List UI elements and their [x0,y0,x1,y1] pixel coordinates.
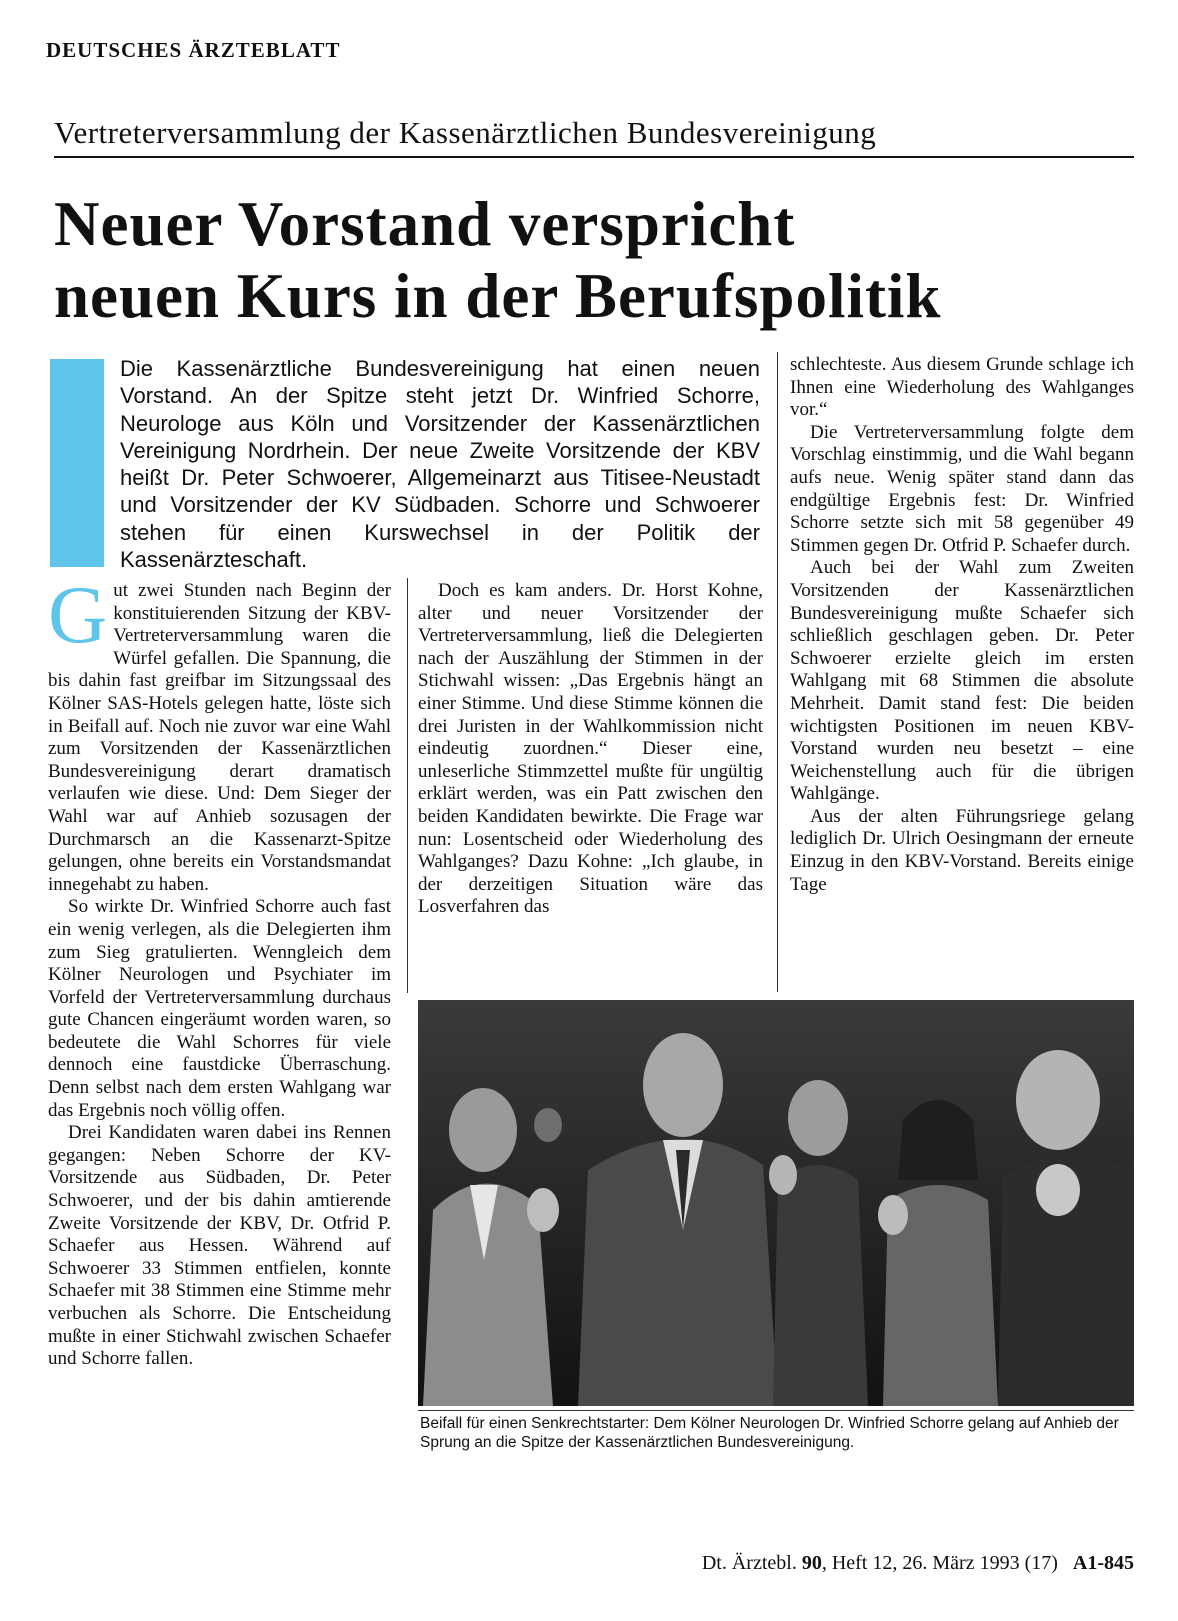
paragraph: Drei Kandidaten waren dabei ins Rennen gegangen: Neben Schorre der KV-Vorsitzende aus Südbaden, Dr. Peter Schwoerer, und der bis dahin amtierende Zweite Vorsitzende der KBV, Dr. Otfrid P. Schaefer aus Hessen. Während auf Schwoerer 33 Stimmen entfielen, konnte Schaefer mit 38 Stimmen eine Stimme mehr verbuchen als Schorre. Die Entscheidung mußte in einer Stichwahl zwischen Schaefer und Schorre fallen. [48,1122,391,1370]
column-divider-1 [407,578,408,993]
photo-caption: Beifall für einen Senkrechtstarter: Dem Kölner Neurologen Dr. Winfried Schorre gelang auf Anhieb der Sprung an die Spitze der Kassenärztlichen Bundesvereinigung. [418,1410,1134,1455]
masthead: DEUTSCHES ÄRZTEBLATT [46,38,341,62]
paragraph: So wirkte Dr. Winfried Schorre auch fast ein wenig verlegen, als die Delegierten ihm zum Sieg gratulierten. Wenngleich dem Kölner Neurologen und Psychiater im Vorfeld der Vertreterversammlung durchaus gute Chancen eingeräumt worden waren, so bedeutete die Wahl Schorres für viele dennoch eine faustdicke Überraschung. Denn selbst nach dem ersten Wahlgang war das Ergebnis noch völlig offen. [48,896,391,1121]
photo [418,1000,1134,1406]
lead-accent-bar [50,359,104,567]
paragraph: Doch es kam anders. Dr. Horst Kohne, alter und neuer Vorsitzender der Vertreterversammlung, ließ die Delegierten nach der Auszählung der Stimmen in der Stichwahl wissen: „Das Ergebnis hängt an einer Stimme. Und diese Stimme können die drei Juristen in der Wahlkommission nicht eindeutig zuordnen.“ Dieser eine, unleserliche Stimmzettel mußte für ungültig erklärt werden, was ein Patt zwischen den beiden Kandidaten bewirkte. Die Frage war nun: Losentscheid oder Wiederholung des Wahlganges? Dazu Kohne: „Ich glaube, in der derzeitigen Situation wäre das Losverfahren das [418,580,763,918]
footer-journal: Dt. Ärztebl. [701,1552,797,1574]
lead-paragraph: Die Kassenärztliche Bundesvereinigung hat einen neuen Vorstand. An der Spitze steht jetzt Dr. Winfried Schorre, Neurologe aus Köln und Vorsitzender der Kassenärztlichen Vereinigung Nordrhein. Der neue Zweite Vorsitzende der KBV heißt Dr. Peter Schwoerer, Allgemeinarzt aus Titisee-Neustadt und Vorsitzender der KV Südbaden. Schorre und Schwoerer stehen für einen Kurswechsel in der Politik der Kassenärzteschaft. [120,356,760,573]
paragraph: Auch bei der Wahl zum Zweiten Vorsitzenden der Kassenärztlichen Bundesvereinigung mußte Schaefer sich schließlich geschlagen geben. Dr. Peter Schwoerer erzielte gleich im ersten Wahlgang mit 68 Stimmen die absolute Mehrheit. Damit stand fest: Die beiden wichtigsten Positionen im neuen KBV-Vorstand wurden neu besetzt – eine Weichenstellung auch für die übrigen Wahlgänge. [790,557,1134,805]
paragraph: Die Vertreterversammlung folgte dem Vorschlag einstimmig, und die Wahl begann aufs neue. Wenig später stand dann das endgültige Ergebnis fest: Dr. Winfried Schorre setzte sich mit 58 gegenüber 49 Stimmen gegen Dr. Otfrid P. Schaefer durch. [790,421,1134,556]
paragraph: schlechteste. Aus diesem Grunde schlage ich Ihnen eine Wiederholung des Wahlganges vor.“ [790,354,1134,421]
article-column-3 [790,354,1134,896]
page-footer [520,1552,1134,1575]
headline-line-2: neuen Kurs in der Berufspolitik [54,261,942,331]
footer-volume: 90 [801,1552,822,1574]
article-column-2 [418,580,763,919]
photo-illustration [418,1000,1134,1406]
article-column-1 [48,569,391,1371]
headline [54,188,1144,332]
paragraph: Aus der alten Führungsriege gelang lediglich Dr. Ulrich Oesingmann der erneute Einzug in den KBV-Vorstand. Bereits einige Tage [790,805,1134,895]
headline-line-1: Neuer Vorstand verspricht [54,189,796,259]
footer-page-number: A1-845 [1072,1552,1134,1574]
kicker: Vertreterversammlung der Kassenärztlichen Bundesvereinigung [54,116,1134,158]
column-divider-2 [777,352,778,992]
paragraph: Gut zwei Stunden nach Beginn der konstituierenden Sitzung der KBV-Vertreterversammlung waren die Würfel gefallen. Die Spannung, die bis dahin fast greifbar im Sitzungssaal des Kölner SAS-Hotels gelegen hatte, löste sich in Beifall auf. Noch nie zuvor war eine Wahl zum Vorsitzenden der Kassenärztlichen Bundesvereinigung derart dramatisch verlaufen wie diese. Und: Dem Sieger der Wahl war auf Anhieb sozusagen der Durchmarsch an die Kassenarzt-Spitze gelungen, ohne bereits ein Vorstandsmandat innegehabt zu haben. [48,569,391,895]
drop-cap: G [48,569,108,660]
footer-issue: , Heft 12, 26. März 1993 (17) [821,1552,1058,1574]
